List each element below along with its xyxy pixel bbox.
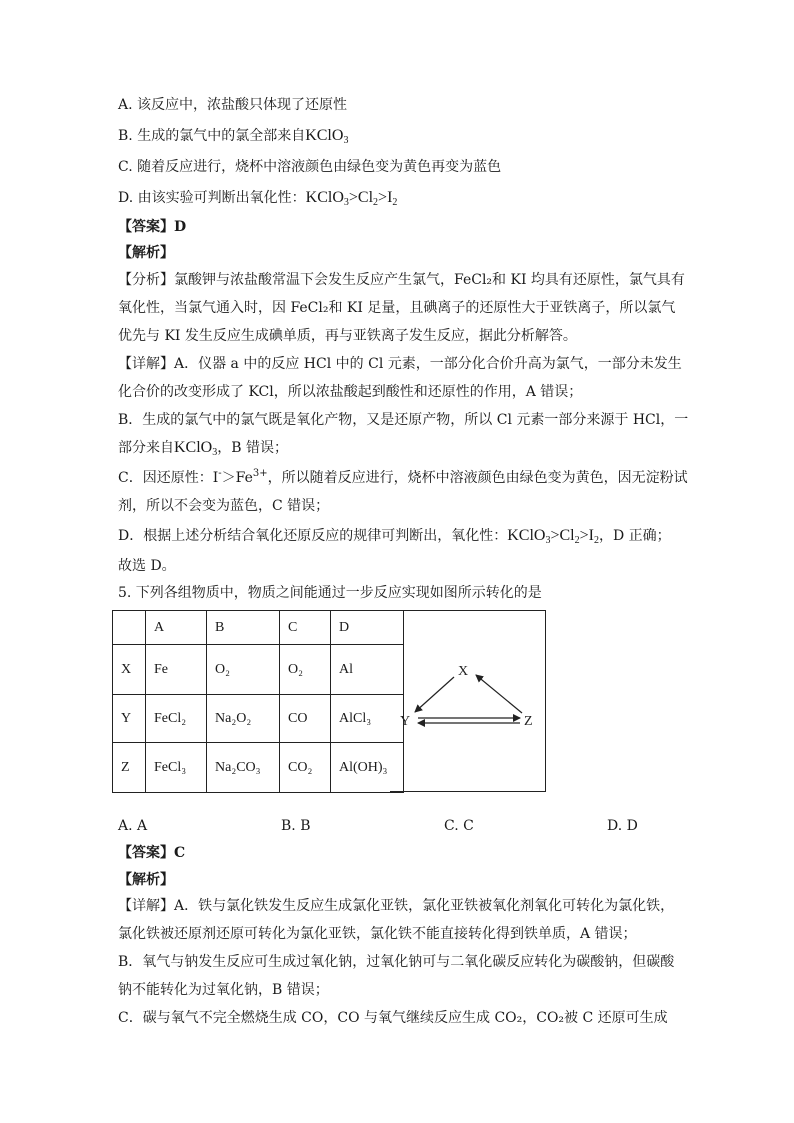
q4-detail-a2: 化合价的改变形成了 KCl，所以浓盐酸起到酸性和还原性的作用，A 错误； bbox=[118, 384, 583, 400]
table-cell: Fe bbox=[146, 645, 207, 695]
table-cell: Al(OH)₃ bbox=[331, 743, 404, 793]
table-cell: FeCl₃ bbox=[146, 743, 207, 793]
table-cell: FeCl₂ bbox=[146, 695, 207, 743]
table-cell: Na₂O₂ bbox=[207, 695, 280, 743]
oxidizing-order-formula: $KClO_3>Cl_2>I_2$ bbox=[507, 527, 599, 546]
row-label: Z bbox=[113, 743, 146, 793]
table-header-cell bbox=[113, 611, 146, 645]
row-label: X bbox=[113, 645, 146, 695]
table-header-row bbox=[113, 611, 404, 645]
table-header-cell: D bbox=[331, 611, 404, 645]
q4-detail-d2: 故选 D。 bbox=[118, 558, 176, 574]
arrow-x-to-y bbox=[415, 677, 454, 712]
q5-detail-a1: 【详解】A．铁与氯化铁发生反应生成氯化亚铁，氯化亚铁被氧化剂氧化可转化为氯化铁， bbox=[118, 898, 675, 914]
arrow-z-to-x bbox=[476, 675, 522, 713]
q5-options-table bbox=[112, 610, 404, 793]
diagram-label-z: Z bbox=[524, 714, 533, 729]
table-row bbox=[113, 743, 404, 793]
q5-detail-b1: B．氧气与钠发生反应可生成过氧化钠，过氧化钠可与二氧化碳反应转化为碳酸钠，但碳酸 bbox=[118, 954, 675, 970]
q5-option-c: C. C bbox=[444, 818, 474, 834]
q5-answer: 【答案】C bbox=[118, 845, 186, 861]
table-header-cell: C bbox=[280, 611, 331, 645]
option-d: D. 由该实验可判断出氧化性：$KClO_3>Cl_2>I_2$ bbox=[118, 189, 398, 208]
conversion-diagram-box bbox=[390, 610, 546, 792]
q5-detail-a2: 氯化铁被还原剂还原可转化为氯化亚铁，氯化铁不能直接转化得到铁单质，A 错误； bbox=[118, 926, 637, 942]
diagram-label-x: X bbox=[458, 664, 469, 679]
table-header-cell: B bbox=[207, 611, 280, 645]
q4-detail-d1: D．根据上述分析结合氧化还原反应的规律可判断出，氧化性：$KClO_3>Cl_2>I_2$，D 正确； bbox=[118, 527, 671, 546]
q4-fenxi-line2: 氧化性，当氯气通入时，因 FeCl₂和 KI 足量，且碘离子的还原性大于亚铁离子，所以氯气 bbox=[118, 300, 676, 316]
q4-detail-b1: B．生成的氯气中的氯气既是氧化产物，又是还原产物，所以 Cl 元素一部分来源于 HCl，一 bbox=[118, 412, 689, 428]
conversion-diagram bbox=[390, 611, 546, 793]
table-cell: CO₂ bbox=[280, 743, 331, 793]
table-cell: O₂ bbox=[280, 645, 331, 695]
q4-fenxi-line3: 优先与 KI 发生反应生成碘单质，再与亚铁离子发生反应，据此分析解答。 bbox=[118, 328, 577, 344]
table-cell: Al bbox=[331, 645, 404, 695]
table-cell: CO bbox=[280, 695, 331, 743]
table-cell: AlCl₃ bbox=[331, 695, 404, 743]
kclo3-formula: KClO$_3$ bbox=[305, 127, 349, 146]
q5-detail-c1: C．碳与氧气不完全燃烧生成 CO，CO 与氧气继续反应生成 CO₂，CO₂被 C 还原可生成 bbox=[118, 1010, 668, 1026]
q4-fenxi-line1: 【分析】氯酸钾与浓盐酸常温下会发生反应产生氯气，FeCl₂和 KI 均具有还原性，氯气具有 bbox=[118, 272, 685, 288]
q5-detail-b2: 钠不能转化为过氧化钠，B 错误； bbox=[118, 982, 329, 998]
table-row bbox=[113, 645, 404, 695]
option-c: C. 随着反应进行，烧杯中溶液颜色由绿色变为黄色再变为蓝色 bbox=[118, 159, 502, 175]
q4-detail-c1: C．因还原性：$I^->Fe^{3+}$，所以随着反应进行，烧杯中溶液颜色由绿色变为黄色，因无淀粉试 bbox=[118, 468, 688, 486]
table-header-cell: A bbox=[146, 611, 207, 645]
diagram-label-y: Y bbox=[400, 714, 411, 729]
q4-detail-c2: 剂，所以不会变为蓝色，C 错误； bbox=[118, 498, 330, 514]
q4-answer: 【答案】D bbox=[118, 219, 187, 235]
row-label: Y bbox=[113, 695, 146, 743]
q4-detail-b2: 部分来自KClO$_3$，B 错误； bbox=[118, 439, 288, 458]
q5-analysis-title: 【解析】 bbox=[118, 872, 174, 888]
q5-option-a: A. A bbox=[118, 818, 148, 834]
kclo3-formula: KClO$_3$ bbox=[174, 439, 218, 458]
q5-stem: 5. 下列各组物质中，物质之间能通过一步反应实现如图所示转化的是 bbox=[118, 585, 542, 601]
table-row bbox=[113, 695, 404, 743]
option-a: A. 该反应中，浓盐酸只体现了还原性 bbox=[118, 97, 348, 113]
table-cell: O₂ bbox=[207, 645, 280, 695]
q4-detail-a1: 【详解】A．仪器 a 中的反应 HCl 中的 Cl 元素，一部分化合价升高为氯气，一部分未发生 bbox=[118, 356, 682, 372]
q5-option-b: B. B bbox=[281, 818, 311, 834]
q5-option-d: D. D bbox=[607, 818, 638, 834]
q4-analysis-title: 【解析】 bbox=[118, 245, 174, 261]
table-cell: Na₂CO₃ bbox=[207, 743, 280, 793]
option-b: B. 生成的氯气中的氯全部来自KClO$_3$ bbox=[118, 127, 349, 146]
oxidizing-order-formula: $KClO_3>Cl_2>I_2$ bbox=[305, 189, 398, 208]
